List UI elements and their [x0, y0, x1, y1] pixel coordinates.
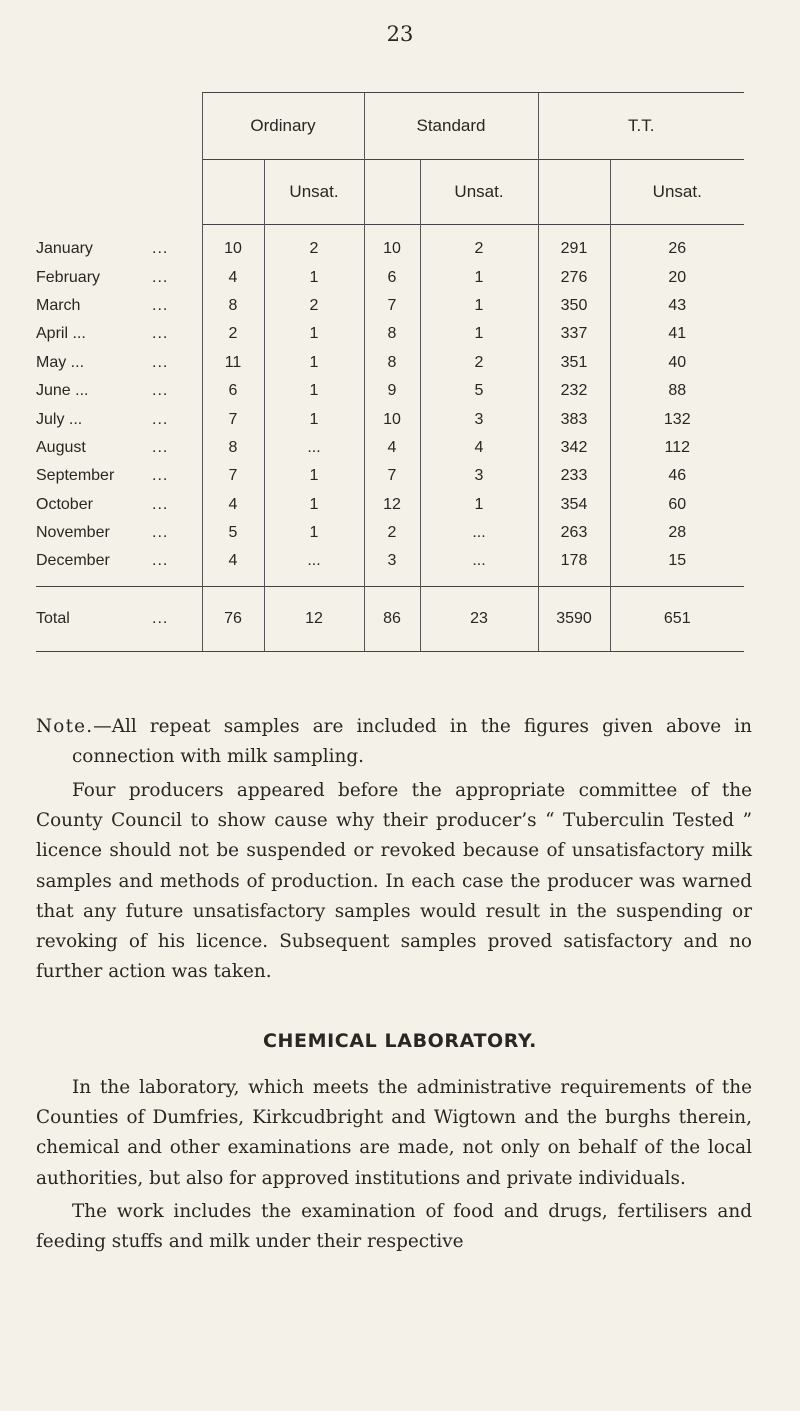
producers-paragraph	[36, 776, 752, 987]
cell-ordinary-unsat: 1	[264, 349, 364, 377]
cell-standard-unsat: 1	[420, 320, 538, 348]
leader-dots: ...	[152, 353, 169, 371]
cell-tt-unsat: 26	[610, 225, 744, 264]
cell-tt: 350	[538, 292, 610, 320]
cell-standard-unsat: 1	[420, 263, 538, 291]
month-label: August	[36, 438, 86, 456]
cell-tt: 351	[538, 349, 610, 377]
cell-tt-unsat: 20	[610, 263, 744, 291]
milk-samples-table	[36, 92, 744, 652]
cell-ordinary-unsat: 1	[264, 377, 364, 405]
table-row	[36, 292, 744, 320]
total-row	[36, 586, 744, 651]
corner-cell	[36, 93, 202, 160]
cell-standard: 9	[364, 377, 420, 405]
leader-dots: ...	[152, 438, 169, 456]
leader-dots: ...	[152, 524, 169, 542]
leader-dots: ...	[152, 609, 169, 627]
cell-ordinary: 5	[202, 519, 264, 547]
cell-ordinary: 7	[202, 405, 264, 433]
note-paragraph	[36, 712, 752, 772]
table-row	[36, 377, 744, 405]
total-tt-unsat: 651	[610, 586, 744, 651]
cell-standard: 8	[364, 320, 420, 348]
leader-dots: ...	[152, 467, 169, 485]
laboratory-text: In the laboratory, which meets the administrative requirements of the Counties of Dumfries, Kirkcudbright and Wigtown and the burghs therein, chemical and other examinations are made, not only on behalf of the local authorities, but also for approved institutions and private individuals.	[36, 1077, 752, 1189]
cell-standard-unsat: 1	[420, 292, 538, 320]
month-label: April ...	[36, 325, 86, 343]
table-row	[36, 462, 744, 490]
leader-dots: ...	[152, 382, 169, 400]
cell-standard-unsat: ...	[420, 519, 538, 547]
total-label: Total	[36, 609, 70, 627]
total-standard: 86	[364, 586, 420, 651]
cell-tt: 233	[538, 462, 610, 490]
group-header-standard: Standard	[364, 93, 538, 160]
month-label: October	[36, 495, 93, 513]
subheader-unsat: Unsat.	[264, 160, 364, 225]
leader-dots: ...	[152, 410, 169, 428]
cell-ordinary: 4	[202, 263, 264, 291]
producers-text: Four producers appeared before the appropriate committee of the County Council to show cause why their producer’s “ Tuberculin Tested ” licence should not be suspended or revoked because of unsatisfactory milk samples and methods of production. In each case the producer was warned that any future unsatisfactory samples would result in the suspending or revoking of his licence. Subsequent samples proved satisfactory and no further action was taken.	[36, 780, 752, 983]
leader-dots: ...	[152, 296, 169, 314]
leader-dots: ...	[152, 325, 169, 343]
work-text: The work includes the examination of food and drugs, fertilisers and feeding stuffs and milk under their respective	[36, 1201, 752, 1253]
total-ordinary: 76	[202, 586, 264, 651]
cell-standard-unsat: 3	[420, 462, 538, 490]
month-label: December	[36, 552, 110, 570]
total-ordinary-unsat: 12	[264, 586, 364, 651]
cell-ordinary: 11	[202, 349, 264, 377]
month-label: February	[36, 268, 101, 286]
cell-tt: 178	[538, 547, 610, 586]
cell-standard-unsat: 4	[420, 434, 538, 462]
page-number: 23	[386, 22, 414, 46]
cell-tt: 232	[538, 377, 610, 405]
work-paragraph	[36, 1197, 752, 1257]
cell-tt-unsat: 43	[610, 292, 744, 320]
cell-ordinary-unsat: 1	[264, 519, 364, 547]
cell-tt: 276	[538, 263, 610, 291]
cell-ordinary-unsat: ...	[264, 547, 364, 586]
table-row	[36, 434, 744, 462]
cell-tt: 291	[538, 225, 610, 264]
cell-tt-unsat: 60	[610, 491, 744, 519]
cell-ordinary-unsat: 1	[264, 405, 364, 433]
month-label: July ...	[36, 410, 83, 428]
cell-tt-unsat: 40	[610, 349, 744, 377]
table-row	[36, 263, 744, 291]
cell-tt-unsat: 132	[610, 405, 744, 433]
cell-tt: 263	[538, 519, 610, 547]
cell-ordinary-unsat: 2	[264, 292, 364, 320]
cell-tt-unsat: 28	[610, 519, 744, 547]
subheader-blank	[364, 160, 420, 225]
cell-tt-unsat: 41	[610, 320, 744, 348]
table-row	[36, 405, 744, 433]
month-label: May ...	[36, 353, 85, 371]
cell-ordinary: 6	[202, 377, 264, 405]
group-header-ordinary: Ordinary	[202, 93, 364, 160]
cell-tt-unsat: 88	[610, 377, 744, 405]
cell-standard: 10	[364, 405, 420, 433]
cell-tt: 383	[538, 405, 610, 433]
cell-standard-unsat: 5	[420, 377, 538, 405]
month-label: September	[36, 467, 115, 485]
subheader-blank	[202, 160, 264, 225]
laboratory-paragraph	[36, 1073, 752, 1194]
cell-standard: 10	[364, 225, 420, 264]
cell-standard-unsat: 2	[420, 349, 538, 377]
cell-standard: 7	[364, 462, 420, 490]
cell-standard-unsat: 3	[420, 405, 538, 433]
leader-dots: ...	[152, 495, 169, 513]
table-row	[36, 320, 744, 348]
cell-standard-unsat: ...	[420, 547, 538, 586]
cell-tt-unsat: 15	[610, 547, 744, 586]
subheader-blank	[538, 160, 610, 225]
note-label: Note.	[36, 716, 94, 737]
month-label: January	[36, 239, 93, 257]
group-header-tt: T.T.	[538, 93, 744, 160]
total-tt: 3590	[538, 586, 610, 651]
cell-standard: 2	[364, 519, 420, 547]
cell-ordinary-unsat: 1	[264, 462, 364, 490]
cell-ordinary: 7	[202, 462, 264, 490]
total-standard-unsat: 23	[420, 586, 538, 651]
cell-standard: 4	[364, 434, 420, 462]
note-text: —All repeat samples are included in the figures given above in connection with milk sampling.	[72, 716, 752, 768]
table-row	[36, 349, 744, 377]
cell-ordinary-unsat: 1	[264, 320, 364, 348]
subheader-unsat: Unsat.	[420, 160, 538, 225]
cell-standard-unsat: 2	[420, 225, 538, 264]
table-row	[36, 547, 744, 586]
cell-standard: 7	[364, 292, 420, 320]
month-label: March	[36, 296, 81, 314]
section-heading: CHEMICAL LABORATORY.	[262, 1030, 537, 1052]
cell-ordinary: 2	[202, 320, 264, 348]
cell-tt: 337	[538, 320, 610, 348]
table-row	[36, 225, 744, 264]
leader-dots: ...	[152, 268, 169, 286]
cell-standard: 12	[364, 491, 420, 519]
table-row	[36, 491, 744, 519]
month-label: June ...	[36, 382, 89, 400]
cell-ordinary: 4	[202, 491, 264, 519]
cell-tt: 342	[538, 434, 610, 462]
cell-tt-unsat: 112	[610, 434, 744, 462]
cell-ordinary: 4	[202, 547, 264, 586]
cell-tt-unsat: 46	[610, 462, 744, 490]
cell-standard-unsat: 1	[420, 491, 538, 519]
leader-dots: ...	[152, 552, 169, 570]
cell-tt: 354	[538, 491, 610, 519]
cell-standard: 3	[364, 547, 420, 586]
cell-ordinary-unsat: 1	[264, 263, 364, 291]
month-label: November	[36, 524, 110, 542]
subheader-unsat: Unsat.	[610, 160, 744, 225]
table-row	[36, 519, 744, 547]
cell-ordinary: 8	[202, 434, 264, 462]
cell-ordinary-unsat: ...	[264, 434, 364, 462]
cell-ordinary: 8	[202, 292, 264, 320]
cell-ordinary-unsat: 2	[264, 225, 364, 264]
leader-dots: ...	[152, 239, 169, 257]
cell-ordinary-unsat: 1	[264, 491, 364, 519]
cell-standard: 8	[364, 349, 420, 377]
cell-standard: 6	[364, 263, 420, 291]
cell-ordinary: 10	[202, 225, 264, 264]
